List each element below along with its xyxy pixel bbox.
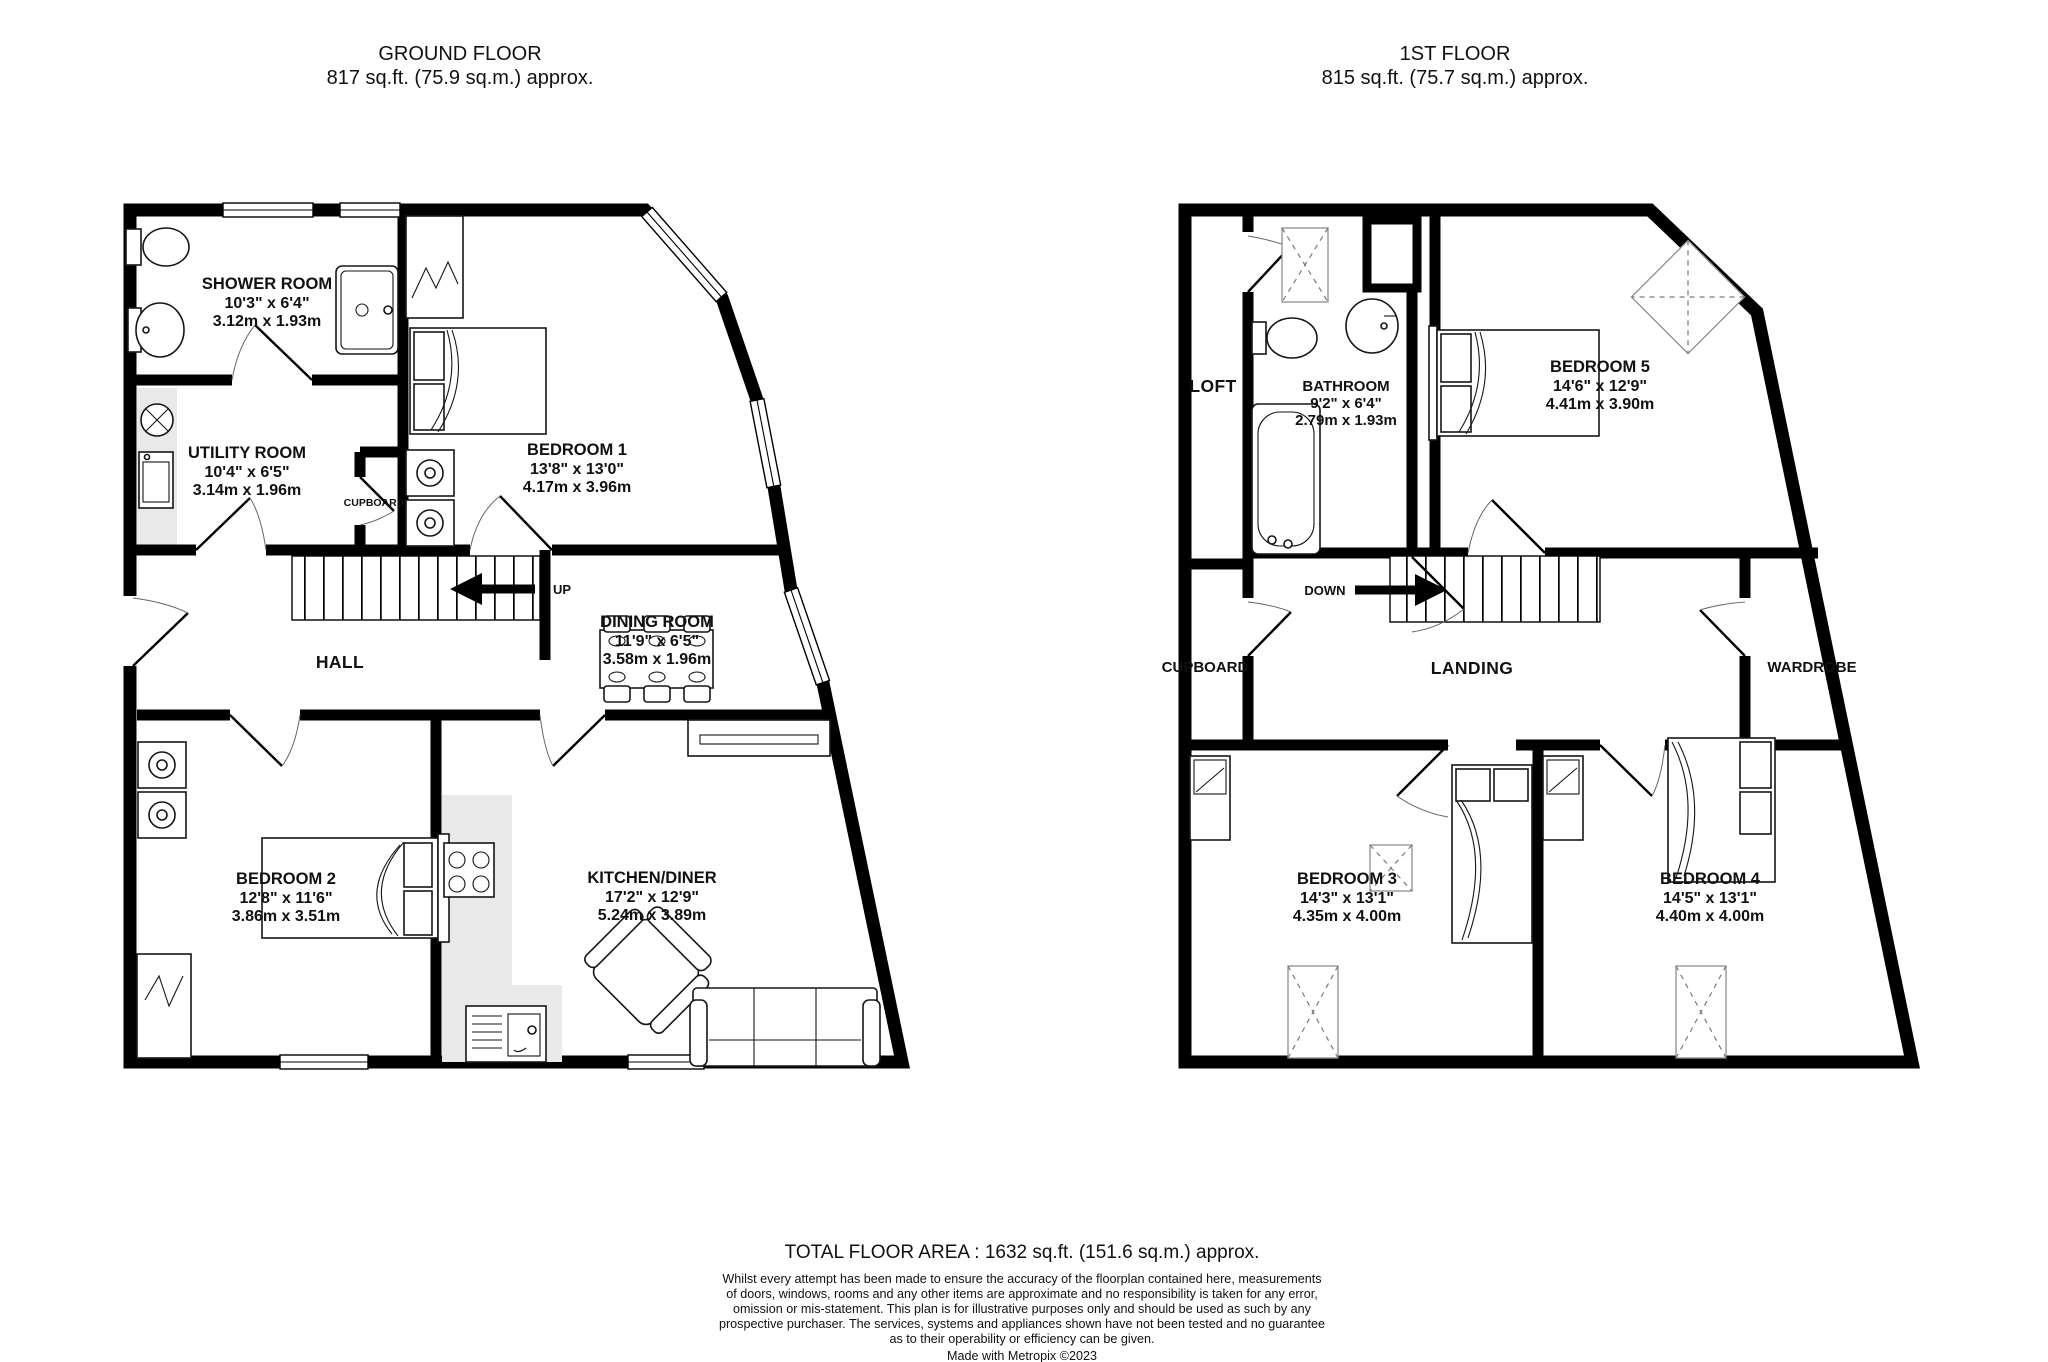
room-dims-imperial-utility-room: 10'4" x 6'5" — [204, 464, 290, 481]
total-floor-area: TOTAL FLOOR AREA : 1632 sq.ft. (151.6 sq.m.) approx. — [784, 1242, 1260, 1263]
toilet-icon — [126, 228, 189, 266]
skylight-icon — [1288, 966, 1338, 1058]
sofa-icon — [690, 988, 880, 1066]
room-label-bedroom-4: BEDROOM 4 — [1660, 870, 1760, 888]
kitchen-sink-icon — [466, 1006, 546, 1062]
floor-titles — [327, 43, 1589, 89]
footer — [719, 1242, 1325, 1362]
wardrobe-icon — [137, 954, 191, 1058]
room-dims-metric-bedroom-5: 4.41m x 3.90m — [1545, 396, 1655, 413]
extractor-icon — [141, 404, 173, 436]
room-dims-imperial-bedroom-3: 14'3" x 13'1" — [1300, 890, 1394, 907]
chimney-void — [1367, 220, 1417, 288]
room-dims-imperial-bedroom-2: 12'8" x 11'6" — [239, 890, 333, 907]
room-dims-imperial-dining-room: 11'9" x 6'5" — [614, 633, 700, 650]
bed-icon — [1668, 738, 1775, 882]
room-dims-metric-dining-room: 3.58m x 1.96m — [602, 651, 712, 668]
label-landing: LANDING — [1430, 658, 1514, 678]
label-stairs-down: DOWN — [1304, 583, 1346, 598]
room-dims-metric-bedroom-4: 4.40m x 4.00m — [1655, 908, 1765, 925]
room-dims-imperial-shower-room: 10'3" x 6'4" — [224, 295, 310, 312]
dresser-icon — [1543, 756, 1583, 840]
room-label-utility-room: UTILITY ROOM — [188, 444, 306, 462]
room-dims-imperial-kitchen-diner: 17'2" x 12'9" — [605, 889, 699, 906]
room-dims-metric-kitchen-diner: 5.24m x 3.89m — [597, 907, 707, 924]
disclaimer-line-4: prospective purchaser. The services, systems and appliances shown have not been tested and no guarantee — [718, 1317, 1326, 1331]
sideboard-icon — [688, 720, 830, 756]
room-label-shower-room: SHOWER ROOM — [201, 275, 333, 293]
label-wardrobe: WARDROBE — [1767, 659, 1857, 676]
skylight-icon — [1676, 966, 1726, 1058]
room-dims-metric-shower-room: 3.12m x 1.93m — [212, 313, 322, 330]
utility-sink-icon — [139, 452, 173, 508]
shower-tray-icon — [336, 266, 398, 354]
disclaimer-line-2: of doors, windows, rooms and any other items are approximate and no responsibility is taken for any error, — [726, 1287, 1318, 1301]
room-dims-imperial-bedroom-5: 14'6" x 12'9" — [1553, 378, 1647, 395]
room-dims-metric-utility-room: 3.14m x 1.96m — [192, 482, 302, 499]
ground-floor-title: GROUND FLOOR — [378, 43, 542, 65]
room-label-bedroom-2: BEDROOM 2 — [236, 870, 336, 888]
toilet-icon — [1252, 318, 1317, 358]
label-cupboard-ground: CUPBOARD — [343, 497, 405, 509]
staircase-down — [1355, 556, 1600, 622]
label-loft: LOFT — [1189, 376, 1237, 396]
skylight-icon — [1282, 228, 1328, 302]
credit-line: Made with Metropix ©2023 — [947, 1349, 1097, 1362]
entrance-opening — [121, 596, 139, 666]
bed-icon — [1452, 765, 1532, 943]
basin-icon — [1346, 299, 1398, 353]
room-dims-metric-bedroom-2: 3.86m x 3.51m — [231, 908, 341, 925]
hob-icon — [444, 843, 494, 897]
room-label-bathroom: BATHROOM — [1302, 378, 1390, 395]
room-dims-metric-bathroom: 2.79m x 1.93m — [1295, 412, 1397, 429]
bed-icon — [410, 328, 546, 434]
wardrobe-icon — [406, 216, 463, 318]
room-label-bedroom-3: BEDROOM 3 — [1297, 870, 1397, 888]
label-stairs-up: UP — [552, 582, 572, 597]
room-dims-metric-bedroom-3: 4.35m x 4.00m — [1292, 908, 1402, 925]
dresser-icon — [1190, 756, 1230, 840]
basin-icon — [128, 303, 184, 357]
room-label-dining-room: DINING ROOM — [600, 613, 714, 631]
ground-floor-plan — [121, 203, 902, 1069]
room-label-bedroom-1: BEDROOM 1 — [527, 441, 627, 459]
bed-icon — [262, 834, 449, 942]
room-dims-metric-bedroom-1: 4.17m x 3.96m — [522, 479, 632, 496]
room-label-bedroom-5: BEDROOM 5 — [1550, 358, 1650, 376]
staircase-up — [292, 556, 540, 620]
disclaimer-line-5: as to their operability or efficiency can be given. — [889, 1332, 1155, 1346]
first-floor-area: 815 sq.ft. (75.7 sq.m.) approx. — [1321, 67, 1589, 89]
label-hall: HALL — [315, 652, 365, 672]
disclaimer-line-1: Whilst every attempt has been made to ensure the accuracy of the floorplan contained here, measurements — [722, 1272, 1322, 1286]
ground-floor-area: 817 sq.ft. (75.9 sq.m.) approx. — [326, 67, 594, 89]
disclaimer-line-3: omission or mis-statement. This plan is for illustrative purposes only and should be used as such by any — [733, 1302, 1311, 1316]
room-dims-imperial-bedroom-1: 13'8" x 13'0" — [530, 461, 624, 478]
room-dims-imperial-bathroom: 9'2" x 6'4" — [1310, 395, 1382, 412]
label-cupboard-first: CUPBOARD — [1161, 659, 1249, 676]
first-floor-title: 1ST FLOOR — [1399, 43, 1511, 65]
first-floor-plan — [1162, 210, 1912, 1062]
room-label-kitchen-diner: KITCHEN/DINER — [587, 869, 717, 887]
room-dims-imperial-bedroom-4: 14'5" x 13'1" — [1663, 890, 1757, 907]
